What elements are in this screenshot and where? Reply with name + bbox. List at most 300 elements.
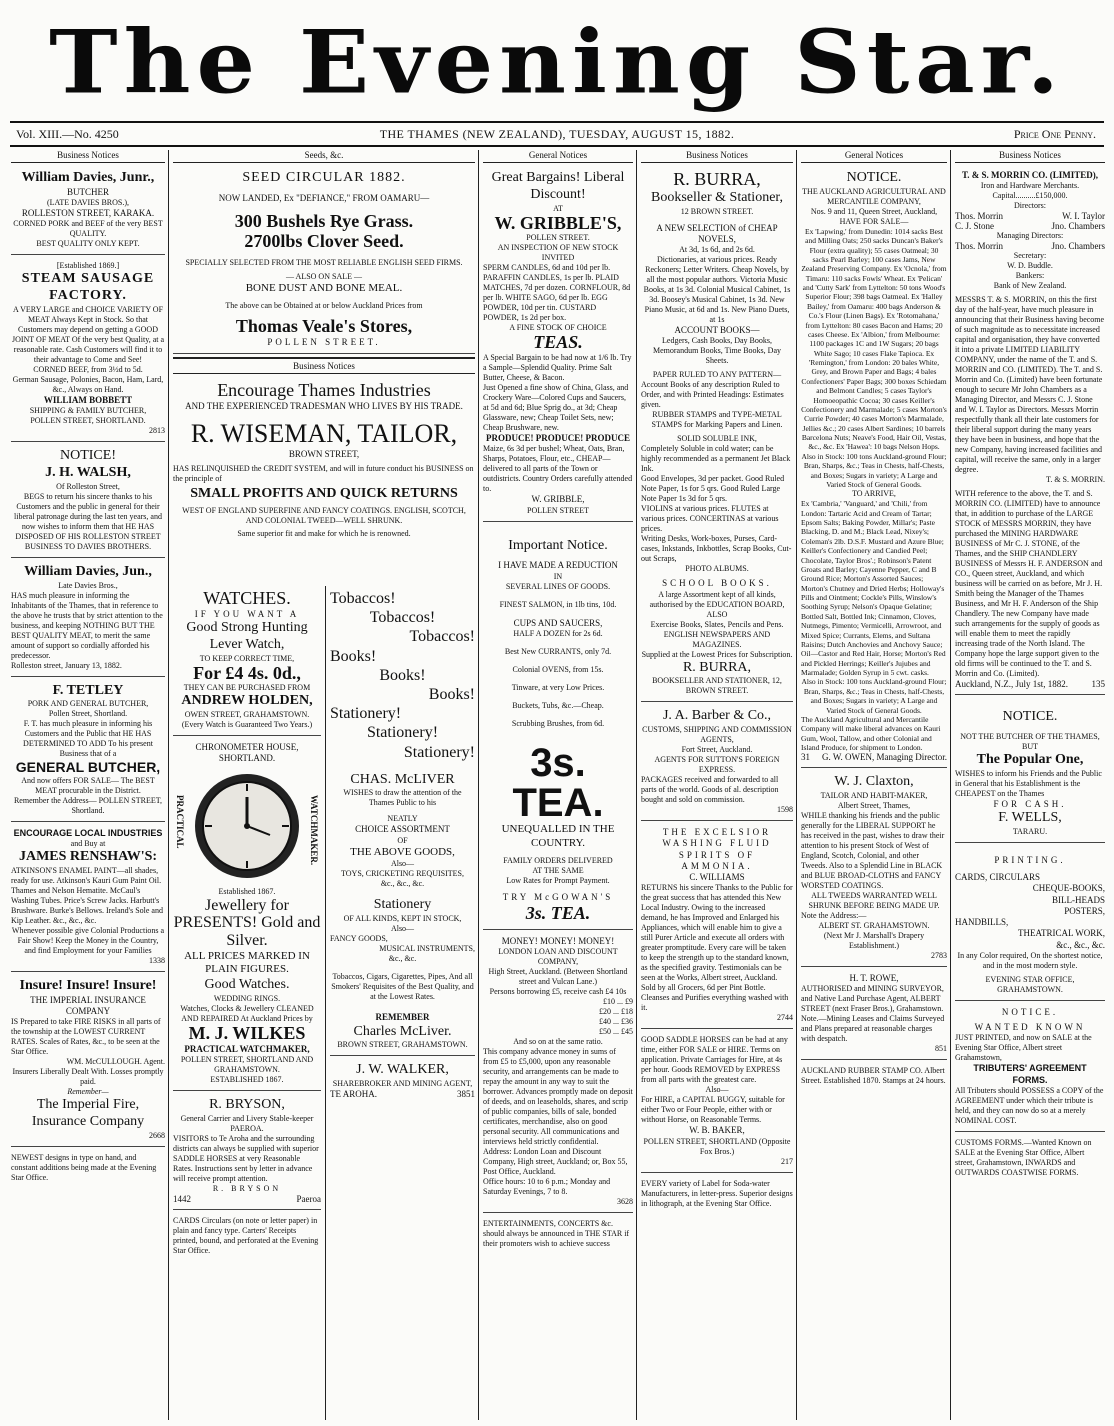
ad-text: BUTCHER [66, 186, 109, 197]
ad-title: SMALL PROFITS AND QUICK RETURNS [190, 486, 458, 502]
ad-title: R. BRYSON, [209, 1096, 285, 1112]
printing-ad [955, 846, 1105, 1001]
ad-text: Low Rates for Prompt Payment. [506, 876, 610, 886]
ad-title: MONEY! MONEY! MONEY! [501, 935, 615, 946]
ad-body: BEGS to return his sincere thanks to his Customers and the public in general for their liberal patronage during the last ten years, and now wishes to inform them that HE HAS DISPOSED OF HIS ROLLESTON STREET BUSINESS TO DAVIES BROTHERS. [14, 491, 162, 551]
ad-text: BEST QUALITY ONLY KEPT. [36, 239, 140, 249]
ad-title: Great Bargains! Liberal Discount! [491, 170, 625, 202]
mcgowan-ad [483, 525, 633, 930]
ad-text: ESTABLISHED 1867. [210, 1074, 284, 1084]
ad-title: Books! [428, 685, 475, 703]
director-name: Jno. Chambers [1051, 221, 1105, 232]
place-date: THE THAMES (NEW ZEALAND), TUESDAY, AUGUST 15, 1882. [379, 127, 735, 141]
ad-title: CHRONOMETER HOUSE, SHORTLAND. [195, 742, 299, 764]
gribble-ad [483, 167, 633, 522]
ad-text: [Established 1869.] [56, 261, 120, 271]
burra-ad [641, 167, 793, 702]
ad-text: FANCY GOODS, [330, 934, 388, 944]
ad-body: Writing Desks, Work-boxes, Purses, Card-cases, Inkstands, Inkbottles, Scrap Books, Cut-out Scraps, [641, 534, 792, 564]
ad-text: Also— [705, 1085, 729, 1095]
ad-body: Tobaccos, Cigars, Cigarettes, Pipes, And all Smokers' Requisites of the Best Quality, and at the Lowest Rates. [331, 972, 474, 1002]
cards-ad [173, 1213, 321, 1261]
ad-text: Address: London Loan and Discount Company, High street, Auckland; or, Box 55, Post Office, Auckland. [483, 1146, 628, 1176]
ad-text: IN [553, 571, 563, 581]
ad-text: At 3d, 1s 6d, and 2s 6d. [679, 245, 755, 255]
ad-text: NEATLY [387, 814, 418, 824]
ad-body: Note.—Mining Leases and Claims Surveyed and Plans prepared at reasonable charges with despatch. [801, 1014, 945, 1044]
newest-type-ad [11, 1150, 165, 1188]
ad-text: CHEQUE-BOOKS, [1032, 883, 1105, 894]
column-1 [8, 150, 168, 1420]
ad-text: £40 ... £36 [599, 1016, 633, 1026]
ad-title: WATCHES. [203, 588, 291, 608]
ad-title: STEAM SAUSAGE FACTORY. [21, 271, 155, 304]
ad-text: AGENTS FOR SUTTON'S FOREIGN EXPRESS. [654, 755, 780, 775]
ad-title: ENCOURAGE LOCAL INDUSTRIES [13, 828, 163, 839]
ad-title: Stationery! [330, 705, 402, 723]
ad-body: Good Envelopes, 3d per packet. Good Ruled Note Paper, 1s for 5 qrs. Good Ruled Large Note Paper 1s 3d for 5 qrs. [641, 474, 785, 504]
ad-text: Paeroa [296, 1193, 321, 1204]
ad-body: WISHES to inform his Friends and the Public in General that his Establishment is the CHEAPEST on the Thames [955, 768, 1102, 798]
ad-body: EVERY variety of Label for Soda-water Manufacturers, in letter-press. Superior designs in lithograph, at the Evening Star Office. [641, 1178, 793, 1208]
column-rule [796, 150, 797, 1420]
wilkes-ad [173, 739, 321, 1091]
ad-body: GOOD SADDLE HORSES can be had at any time, either FOR SALE or HIRE. Terms on application. Private Carriages for Hire, at 4s per hour. Goods REMOVED by EXPRESS from all parts with the greatest care. [641, 1035, 788, 1085]
ad-text: Established 1867. [218, 886, 276, 896]
ad-footer [955, 679, 1105, 689]
ad-number: 2783 [931, 951, 947, 961]
ad-title: R. WISEMAN, TAILOR, [190, 419, 458, 449]
ad-text: &c., &c., &c. [380, 879, 425, 889]
ad-text: G. W. OWEN, Managing Director. [822, 752, 947, 763]
ad-text: NOW LANDED, Ex "DEFIANCE," FROM OAMARU— [218, 192, 430, 203]
ad-text: (LATE DAVIES BROS.), [46, 198, 130, 208]
ad-title: M. J. WILKES [188, 1022, 306, 1043]
barber-ad [641, 705, 793, 821]
section-heading: Business Notices [11, 150, 165, 163]
ad-title: W. J. Claxton, [834, 774, 914, 790]
ad-body: SPERM CANDLES, 6d and 10d per lb. PARAFFIN CANDLES, 1s per lb. PLAID MATCHES, 7d per dozen. CORNFLOUR, 8d per lb. WHITE SAGO, 6d per lb. EGG POWDER, 10d per tin. CUSTARD POWDER, 1s 2d per box. [483, 263, 631, 323]
ad-text: MUSICAL INSTRUMENTS, [379, 944, 475, 954]
ad-title: 3s. TEA. [525, 902, 591, 923]
ad-text: POLLEN STREET, SHORTLAND AND GRAHAMSTOWN. [180, 1054, 314, 1074]
ad-text: Note the Address:— [801, 911, 867, 921]
ad-title: F. TETLEY [52, 682, 124, 698]
ad-footer [173, 1194, 321, 1204]
column-rule [325, 586, 326, 1420]
excelsior-ad [641, 824, 793, 1029]
ad-text: Exercise Books, Slates, Pencils and Pens. [650, 619, 784, 629]
ad-text: Fort Street, Auckland. [681, 745, 753, 755]
ad-text: HALF A DOZEN for 2s 6d. [513, 628, 603, 638]
ad-text: Best New CURRANTS, only 7d. [504, 646, 612, 656]
ad-title: NOTICE! [60, 448, 116, 464]
ad-text: RUBBER STAMPS and TYPE-METAL STAMPS for Marking Papers and Linen. [651, 410, 783, 430]
ad-text: AT THE SAME [532, 866, 584, 876]
holden-watches-ad [173, 586, 321, 736]
director-row [955, 221, 1105, 231]
ad-text: High Street, Auckland. (Between Shortland street and Vulcan Lane.) [488, 966, 628, 986]
ad-text: ROLLESTON STREET, KARAKA. [21, 208, 155, 219]
ad-text: OWEN STREET, GRAHAMSTOWN. [184, 710, 310, 720]
entertainments-ad [483, 1216, 633, 1254]
ad-text: £50 ... £45 [599, 1026, 633, 1036]
ad-text: Rolleston street, January 13, 1882. [11, 660, 122, 670]
ad-number: 135 [1091, 679, 1105, 690]
baker-ad [641, 1032, 793, 1172]
ad-text: WEST OF ENGLAND SUPERFINE AND FANCY COATINGS. ENGLISH, SCOTCH, AND COLONIAL TWEED—WELL SHRUNK. [182, 506, 466, 526]
ad-text: I HAVE MADE A REDUCTION [498, 560, 618, 571]
ad-text: POLLEN STREET. [526, 233, 590, 243]
ad-text: PRACTICAL WATCHMAKER, [184, 1043, 310, 1054]
bobbett-ad [11, 258, 165, 442]
ad-title: Encourage Thames Industries [217, 380, 431, 401]
director-name: Thos. Morrin [955, 211, 1003, 222]
ad-text: CORNED BEEF, from 3½d to 5d. [33, 364, 143, 374]
ad-body: CUSTOMS FORMS.—Wanted Known on SALE at the Evening Star Office, Albert street, Grahamstown, INWARDS and OUTWARDS COASTWISE FORMS. [955, 1137, 1092, 1177]
davies-butcher-ad [11, 167, 165, 255]
ad-title: J. H. WALSH, [45, 464, 131, 480]
ad-text: SOLID SOLUBLE INK, [677, 434, 757, 444]
ad-text: WEDDING RINGS. [213, 993, 281, 1003]
ad-body: NEWEST designs in type on hand, and constant additions being made at the Evening Star Office. [11, 1153, 157, 1183]
clock-illustration [173, 765, 321, 887]
dateline [10, 121, 1104, 147]
ad-number: 1338 [149, 956, 165, 966]
ad-text: AT [553, 203, 563, 213]
ad-body: WISHES to draw the attention of the Thames Public to his [343, 788, 462, 808]
ad-body: Also in Stock: 100 tons Auckland-ground Flour; Bran, Sharps, &c.; Teas in Chests, half-Chests, and Boxes; Sugars in variety; A Large and Varied Stock of General Goods. [801, 677, 947, 715]
ad-number: 1598 [777, 805, 793, 815]
ad-title: W. B. BAKER, [689, 1125, 745, 1136]
ad-text: Also— [390, 859, 415, 869]
ad-text: CHOICE ASSORTMENT [355, 824, 450, 835]
ad-title: NOTICE. [1001, 1006, 1059, 1017]
ad-body: Just Opened a fine show of China, Glass, and Crockery Ware—Colored Cups and Saucers, at 5d and 6d; Blue Sprig do., at 3d; Cheap Glassware, new; Cheap Toilet Sets, new; Cheap Brushware, new. [483, 383, 629, 433]
ad-text: FOR CASH. [993, 798, 1067, 809]
director-name: W. I. Taylor [1062, 211, 1105, 222]
ad-number: 31 [801, 752, 810, 763]
ad-body: PACKAGES received and forwarded to all parts of the world. Goods of al. description bought and sold on commission. [641, 775, 779, 805]
ad-title: J. W. WALKER, [356, 1062, 449, 1078]
section-heading: Business Notices [955, 150, 1105, 163]
ad-body: HAS much pleasure in informing the Inhabitants of the Thames, that in reference to the above he trusts that by strict attention to the business, and keeping NOTHING BUT THE BEST QUALITY MEAT, to merit the same amount of support so cordially afforded his predecessor. [11, 590, 163, 660]
ad-text: BONE DUST AND BONE MEAL. [245, 281, 403, 294]
ad-title: Books! [330, 647, 377, 665]
ad-text: TO KEEP CORRECT TIME, [199, 653, 295, 663]
ad-text: CARDS, CIRCULARS [955, 872, 1041, 883]
ad-text: And so on at the same ratio. [513, 1036, 603, 1046]
ad-title: H. T. ROWE, [849, 973, 899, 984]
ad-title: Good Strong Hunting Lever Watch, [186, 620, 308, 652]
ad-text: R. BRYSON [212, 1183, 282, 1193]
section-heading: General Notices [801, 150, 947, 163]
ad-text: Ledgers, Cash Books, Day Books, Memorandum Books, Time Books, Day Sheets. [652, 336, 781, 366]
ad-text: ALL TWEEDS WARRANTED WELL SHRUNK BEFORE BEING MADE UP. [808, 891, 940, 911]
ad-text: BOOKSELLER AND STATIONER, 12, BROWN STREET. [652, 676, 782, 696]
ad-title: Stationery! [403, 743, 475, 761]
column-5 [798, 150, 950, 1420]
ad-body: Account Books of any description Ruled to Order, and with Printed Headings: Estimates given. [641, 380, 784, 410]
ad-text: OF [397, 835, 408, 845]
ad-text: A NEW SELECTION of CHEAP NOVELS, [656, 222, 778, 244]
ad-text: SCHOOL BOOKS. [662, 578, 772, 589]
ad-title: ANDREW HOLDEN, [181, 693, 313, 709]
ad-text: Tinware, at very Low Prices. [511, 682, 605, 692]
ad-title: JAMES RENSHAW'S: [18, 849, 158, 865]
ad-footer [801, 752, 947, 762]
ad-body: Completely Soluble in cold water; can be highly recommended as a permanent Jet Black Ink. [641, 444, 791, 474]
ad-title: Stationery! [366, 724, 439, 742]
director-row [955, 211, 1105, 221]
ad-body: A Special Bargain to be had now at 1/6 lb. Try a Sample—Splendid Quality. Prime Salt Butter, Cheese, & Bacon. [483, 353, 632, 383]
ad-text: Supplied at the Lowest Prices for Subscription. [641, 649, 793, 659]
ad-text: NOT THE BUTCHER OF THE THAMES, BUT [960, 732, 1100, 752]
newspaper-title: The Evening Star. [49, 10, 1065, 114]
ad-text: Secretary: [1013, 251, 1047, 261]
rubber-stamp-ad [801, 1063, 947, 1091]
ad-body: Ex 'Lapwing,' from Dunedin: 1014 sacks Best and Milling Oats; 250 sacks Duncan's Baker's Flour (extra quality); 55 cases Oatmeal; 30 sacks Pearl Barley; 100 cases Jams, New Zealand Preserving Company. Ex 'Ocnola,' from Timaru: 110 sacks Fowls' Wheat. Ex 'Pelican' and 'Cutty Sark' from Lyttelton: 50 tons Wood's Superior Flour; 398 bags Oatmeal. Ex 'Halley Bailey,' from Oamaru: 400 bags Anderson & Co.'s Flour (Linen Bags). Ex 'Rotomahana,' from Lyttelton: 80 cases Bacon and Hams; 20 cases Cheese. Ex 'Albion,' from Melbourne: 1100 packages 1C and 1W Sugars; 20 bags White Sago; 10 cases Flake Tapioca. Ex 'Remington,' from London: 20 bales White, Grey, and Brown Paper and Bags; 4 bales Confectioners' Paper Bags; 300 boxes Schiedam and Belmont Candles; 5 cases Taylor's Homoeopathic Cocoa; 30 cases Keiller's Confectionery and Marmalade; 5 cases Morton's Currie Powder; 40 cases Morton's Marmalade, Jellies &c.; 20 cases Albert Sardines; 10 barrels Barcelona Nuts; Neave's Food, Hair Oil, Vestas, &c., &c. Ex 'Hawea': 10 bags Nelson Hops. Also in Stock: 100 tons Auckland-ground Flour; Bran, Sharps, &c.; Teas in Chests, half-Chests, and Boxes; Sugars in variety; A Large and Varied Stock of General Goods. [801, 226, 947, 489]
ad-text: BROWN STREET, GRAHAMSTOWN. [337, 1040, 468, 1050]
ad-title: Tobaccos! [369, 609, 436, 627]
ad-title: Jewellery for PRESENTS! Gold and Silver. [173, 896, 321, 949]
ad-text: Bank of New Zealand. [993, 281, 1067, 291]
director-name: Jno. Chambers [1051, 241, 1105, 252]
ad-text: Office hours: 10 to 6 p.m.; Monday and Saturday Evenings, 7 to 8. [483, 1176, 611, 1196]
ad-text: W. GRIBBLE, [531, 494, 585, 505]
ad-body: Maize, 6s 3d per bushel; Wheat, Oats, Bran, Sharps, Potatoes, Flour, etc., CHEAP—delivered to all parts of the Town or outdistricts. Country Orders carefully attended to. [483, 444, 633, 494]
ad-text: CORNED PORK and BEEF of the very BEST QUALITY. [13, 219, 163, 239]
ad-text: ALSO [706, 609, 728, 619]
ad-text: THE IMPERIAL INSURANCE COMPANY [30, 994, 146, 1017]
ad-title: CHAS. McLIVER [350, 771, 455, 787]
ad-text: Iron and Hardware Merchants. [980, 181, 1080, 191]
ad-text: ALL PRICES MARKED IN PLAIN FIGURES. [184, 949, 310, 976]
ad-title: NOTICE. [846, 170, 902, 185]
ad-text: Scrubbing Brushes, from 6d. [511, 718, 605, 728]
ad-body: Ex 'Cambria,' 'Vanguard,' and 'Chili,' from London: Tartaric Acid and Cream of Tartar; Epsom Salts; Baking Powder, Millar's; Paste Blacking, D. and M.; Black Lead, Nixey's; Coleman's 2lb. D.S.F. Mustard and Azure Blue; Keiller's Confectionery and Candied Peel; Chocolate, Taylor Bros'.; Robinson's Patent Groats and Barley; Cayenne Pepper, C and B Ground Rice; Morton's Assorted Sauces; Morton's Chutney and Dried Herbs; Holloway's Pills and Ointment; Cockle's Pills, Winslow's Soothing Syrup; Nelson's Opaque Gelatine; Bottled Salt, Bottled Ink; Cinnamon, Cloves, Nutmegs, Pimento; Vermicelli, Arrowroot, and Mixed Spice; Currants, Elems, and Sultana Raisins; Dutch Anchovies and Anchovy Sauce; Oil—Castor and Red Hair, Horse; Morton's Red and Pickled Herrings; Keiller's Jujubes and Marmalade; Golden Syrup in 5 cwt. casks. [801, 499, 946, 678]
ad-body: The Auckland Agricultural and Mercantile Company will make liberal advances on Kauri Gum, Wool, Tallow, and other Colonial and Island Produce, for shipment to London. [801, 714, 941, 753]
ad-title: Tobaccos! [330, 590, 396, 607]
ad-title: Insure! Insure! Insure! [19, 978, 157, 994]
ad-title: 2700lbs Clover Seed. [244, 230, 404, 251]
ad-text: — ALSO ON SALE — [285, 271, 362, 281]
ad-title: THE EXCELSIOR WASHING FLUID SPIRITS OF AMMONIA. [662, 827, 772, 871]
ad-body: WITH reference to the above, the T. and S. MORRIN CO. (LIMITED) have to announce that, in addition to purchase of the LARGE STOCK of MESSRS MORRIN, they have purchased the MINING HARDWARE BUSINESS of Mr C. J. STONE, of the Thames, and the SHIP CHANDLERY BUSINESS of Messrs H. F. ANDERSON and CO., Queen street, Auckland, and which business will be carried on as before, Mr J. H. Smith being the Manager of the Thames Business, and Mr H. F. Anderson of the Ship Chandlery. The new Company have made such arrangements for the supply of goods as will enable them to meet the rapidly increasing trade of the North Island. The Company hope the large support given to the old firms will be continued to the T. and S. Morrin and Co. (Limited). [955, 489, 1103, 679]
loan-company-ad [483, 933, 633, 1213]
ad-body: CARDS Circulars (on note or letter paper) in plain and fancy type. Carters' Receipts printed, bound, and perforated at the Evening Star Office. [173, 1215, 319, 1255]
ad-text: CUPS AND SAUCERS, [513, 617, 603, 628]
ad-body: IS Prepared to take FIRE RISKS in all parts of the township at the LOWEST CURRENT RATES. Scales of Rates, &c., to be seen at the Star Office. [11, 1017, 161, 1057]
ad-text: POSTERS, [1064, 905, 1105, 916]
ad-text: OF ALL KINDS, KEPT IN STOCK, [343, 914, 462, 924]
ad-text: TARARU. [1012, 826, 1048, 836]
ad-text: A FINE STOCK OF CHOICE [509, 323, 607, 333]
ad-text: BROWN STREET, [288, 449, 360, 460]
ad-title: Stationery [373, 897, 432, 913]
ad-body: RETURNS his sincere Thanks to the Public for the great success that has attended this New Local Industry. Owing to the increased demand, he has Improved and Enlarged his Appliances, which will enable him to give a still Purer Article and execute all orders with greater promptitude. Every care will be taken to keep the strength up to the standard known, as the specified gravity. Testimonials can be seen at the Works, Albert street, Auckland. Sold by all Grocers, 6d per Pint Bottle. Cleanses and Purifies everything washed with it. [641, 883, 793, 1013]
ad-text: REMEMBER [375, 1012, 430, 1023]
ad-text: (Next Mr J. Marshall's Drapery Establishment.) [823, 931, 925, 951]
ad-text: Albert Street, Thames, [837, 801, 911, 811]
ad-title: The Imperial Fire, Insurance Company [31, 1097, 145, 1130]
ad-text: SPECIALLY SELECTED FROM THE MOST RELIABLE ENGLISH SEED FIRMS. [185, 257, 463, 267]
ad-text: POLLEN STREET. [267, 337, 381, 348]
column-4 [638, 150, 796, 1420]
ad-text: German Sausage, Polonies, Bacon, Ham, Lard, &c., Always on Hand. [12, 374, 164, 394]
claxton-ad [801, 771, 947, 967]
ad-text: BILL-HEADS [1052, 894, 1105, 905]
clock-caption: PRACTICAL [175, 794, 185, 849]
section-heading: Seeds, &c. [173, 150, 475, 163]
ad-body: A large Assortment kept of all kinds, authorised by the EDUCATION BOARD, [649, 589, 785, 609]
column-2b [327, 586, 478, 1420]
ad-number: 217 [781, 1156, 793, 1166]
column-rule [478, 150, 479, 1420]
ad-text: WANTED KNOWN [974, 1022, 1086, 1033]
ad-title: Good Watches. [204, 977, 290, 993]
ad-title: William Davies, Jun., [24, 563, 152, 579]
ad-title: J. A. Barber & Co., [662, 708, 772, 724]
ad-text: SHAREBROKER AND MINING AGENT, [332, 1079, 473, 1089]
ad-body: ENTERTAINMENTS, CONCERTS &c. should always be announced in THE STAR if their promoters wish to achieve success [483, 1218, 630, 1248]
ad-body: ATKINSON'S ENAMEL PAINT—all shades, ready for use. Atkinson's Kauri Gum Paint Oil. Thames and Nelson Hematite. McCaul's Washing Tubes. Price's Screw Jacks. Harbutt's Brushware. Burke's Bellows. Ireland's Sole and Kip Leather. &c., &c., &c. [11, 866, 163, 926]
ad-body: WHILE thanking his friends and the public generally for the LIBERAL SUPPORT he has received in the past, wishes to draw their attention to his present Stock of West of England, Scotch, Colonial, and other Tweeds. Also to a Splendid Line in BLACK and BLUE BROAD-CLOTHS and FANCY WORSTED COATINGS. [801, 811, 945, 891]
ad-text: Persons borrowing £5, receive cash £4 10s [489, 986, 627, 996]
ad-text: GRAHAMSTOWN. [997, 984, 1063, 994]
ad-text: TOYS, CRICKETING REQUISITES, [341, 869, 464, 879]
ad-title: W. GRIBBLE'S, [494, 212, 622, 233]
masthead [0, 6, 1114, 118]
ad-text: Nos. 9 and 11, Queen Street, Auckland, [810, 206, 938, 216]
clock-caption: WATCHMAKER. [309, 794, 319, 865]
ad-text: ACCOUNT BOOKS— [674, 325, 760, 336]
ad-text: POLLEN STREET, SHORTLAND (Opposite Fox Bros.) [643, 1136, 791, 1156]
ad-text: Pollen Street, Shortland. [48, 709, 128, 719]
clock-icon [192, 771, 302, 881]
director-name: Thos. Morrin [955, 241, 1003, 252]
walker-ad [330, 1059, 475, 1104]
ad-text: Same superior fit and make for which he is renowned. [237, 529, 411, 539]
ad-text: FAMILY ORDERS DELIVERED [503, 856, 613, 866]
column-3 [480, 150, 636, 1420]
ad-text: Buckets, Tubs, &c.—Cheap. [512, 700, 604, 710]
ad-title: SEED CIRCULAR 1882. [242, 170, 406, 185]
morrin-ad [955, 167, 1105, 695]
tributers-ad [955, 1004, 1105, 1132]
ad-text: And now offers FOR SALE— The BEST MEAT procurable in the District. [21, 776, 155, 796]
ad-text: General Carrier and Livery Stable-keeper PAEROA. [180, 1113, 314, 1133]
ad-body: Dictionaries, at various prices. Ready Reckoners; Letter Writers. Cheap Novels, by all the most popular authors. Victoria Music Books, at 1s 3d. Colonial Musical Cabinet, 1s 3d. Boosey's Musical Cabinet, 1s 3d. New Piano Music, at 6d and 1s. New Piano Duets, at 1s [643, 255, 791, 325]
renshaw-ad [11, 825, 165, 972]
ad-text: Remember— [67, 1087, 109, 1097]
wd-notice [11, 561, 165, 677]
ad-title: WILLIAM BOBBETT [43, 394, 133, 405]
ad-text: £20 ... £18 [599, 1006, 633, 1016]
ad-text: CUSTOMS, SHIPPING AND COMMISSION AGENTS, [642, 725, 792, 745]
column-6 [952, 150, 1108, 1420]
ad-title: TEAS. [533, 332, 583, 353]
ad-title: GENERAL BUTCHER, [15, 759, 161, 776]
ad-title: 300 Bushels Rye Grass. [234, 211, 414, 232]
ad-title: F. WELLS, [998, 810, 1062, 826]
ad-number: 851 [935, 1044, 947, 1054]
imperial-insurance-ad [11, 975, 165, 1147]
ad-body: AUTHORISED and MINING SURVEYOR, and Native Land Purchase Agent, ALBERT STREET (next Fraser Bros.), Grahamstown. [801, 984, 944, 1014]
ad-body: MESSRS T. & S. MORRIN, on this the first day of the half-year, have much pleasure in announcing that their Business having become of such magnitude as to necessitate increased capital and organisation, they have converted it into a private LIMITED LIABILITY COMPANY, under the name of the T. and S. MORRIN and CO. (LIMITED). The T. and S. Morrin and Co. (Limited) have been fortunate enough to secure Mr John Chambers as a Managing Director, and Messrs C. J. Stone and W. I. Taylor as Directors. Messrs Morrin respectfully thank all their late customers for their liberal support during the many years they have been in business, and hope that the new Company, having increased facilities and capital, will receive the same, only in a larger degree. [955, 295, 1105, 475]
ad-text: T. & S. MORRIN. [1046, 475, 1105, 485]
ad-text: Capital..........£150,000. [992, 191, 1068, 201]
customs-forms-ad [955, 1135, 1105, 1183]
ad-text: The above can be Obtained at or below Auckland Prices from [225, 301, 423, 311]
ad-text: SEVERAL LINES OF GOODS. [505, 581, 611, 591]
ad-text: IF YOU WANT A [194, 608, 300, 619]
ad-text: PHOTO ALBUMS. [685, 564, 749, 574]
volume-number: Vol. XIII.—No. 4250 [16, 127, 119, 141]
wells-ad [955, 698, 1105, 843]
ad-title: NOTICE. [1002, 709, 1058, 725]
ad-text: PORK AND GENERAL BUTCHER, [27, 699, 149, 709]
ad-title: For £4 4s. 0d., [193, 662, 301, 683]
ad-title: R. BURRA, [682, 659, 752, 675]
ad-title: William Davies, Junr., [21, 170, 155, 185]
ad-footer [330, 1089, 475, 1099]
ad-title: Tobaccos! [409, 628, 475, 646]
ad-text: Auckland, N.Z., July 1st, 1882. [955, 679, 1068, 690]
ad-text: AN INSPECTION OF NEW STOCK INVITED [497, 243, 619, 263]
column-2a [170, 586, 324, 1420]
bryson-ad [173, 1094, 321, 1210]
column-rule [168, 150, 169, 1420]
ad-text: EVENING STAR OFFICE, [985, 974, 1075, 984]
ad-text: THEATRICAL WORK, [1018, 928, 1105, 939]
ad-text: Of Rolleston Street, [56, 481, 120, 491]
wiseman-ad [173, 378, 475, 544]
ad-title: Books! [379, 666, 426, 684]
ad-text: TRY McGOWAN'S [502, 892, 614, 903]
section-heading: Business Notices [173, 357, 475, 374]
ad-text: THE AUCKLAND AGRICULTURAL AND MERCANTILE COMPANY, [802, 186, 946, 206]
ad-title: Charles McLiver. [353, 1023, 452, 1039]
director-row [955, 241, 1105, 251]
ad-text: &c., &c., &c. [1056, 939, 1105, 950]
ad-text: THE ABOVE GOODS, [350, 845, 455, 858]
ad-text: POLLEN STREET [527, 505, 589, 515]
ad-number: 2744 [777, 1013, 793, 1023]
column-rule [636, 150, 637, 1420]
ad-text: Whenever possible give Colonial Productions a Fair Show! Keep the Money in the Country, and find Employment for your Families [11, 926, 165, 956]
ad-text: Colonial OVENS, from 15s. [512, 664, 604, 674]
ad-title: Bookseller & Stationer, [650, 189, 784, 205]
seed-circular-ad [173, 167, 475, 354]
ad-text: Also— [390, 924, 415, 934]
mcliver-ad [330, 586, 475, 1056]
ad-title: Important Notice. [508, 537, 608, 553]
ad-number: 2668 [149, 1131, 165, 1141]
director-name: C. J. Stone [955, 221, 995, 232]
ad-body: This company advance money in sums of from £5 to £5,000, upon any reasonable security, and arrangements can be made to repay the amount in any way to suit the borrower. Advances promptly made on deposit of deeds, and on leaseholds, shares, and scrip of public companies, bills of sale, bonded certificates, merchandise, also on good personal security. All communications and interviews held strictly confidential. [483, 1046, 633, 1146]
ad-text: Late Davies Bros., [58, 580, 118, 590]
ad-text: Watches, Clocks & Jewellery CLEANED AND REPAIRED At Auckland Prices by [180, 1003, 314, 1023]
ad-text: Managing Directors: [996, 231, 1064, 241]
ad-text: FINEST SALMON, in 1lb tins, 10d. [499, 599, 617, 609]
ad-text: HAVE FOR SALE— [839, 216, 909, 226]
ad-text: HANDBILLS, [955, 917, 1009, 928]
ad-title: PRODUCE! PRODUCE! PRODUCE [486, 433, 630, 444]
ad-text: Remember the Address— POLLEN STREET, Shortland. [13, 796, 163, 816]
ad-body: JUST PRINTED, and now on SALE at the Evening Star Office, Albert street Grahamstown, [955, 1033, 1092, 1063]
ad-text: (Every Watch is Guaranteed Two Years.) [181, 720, 313, 730]
